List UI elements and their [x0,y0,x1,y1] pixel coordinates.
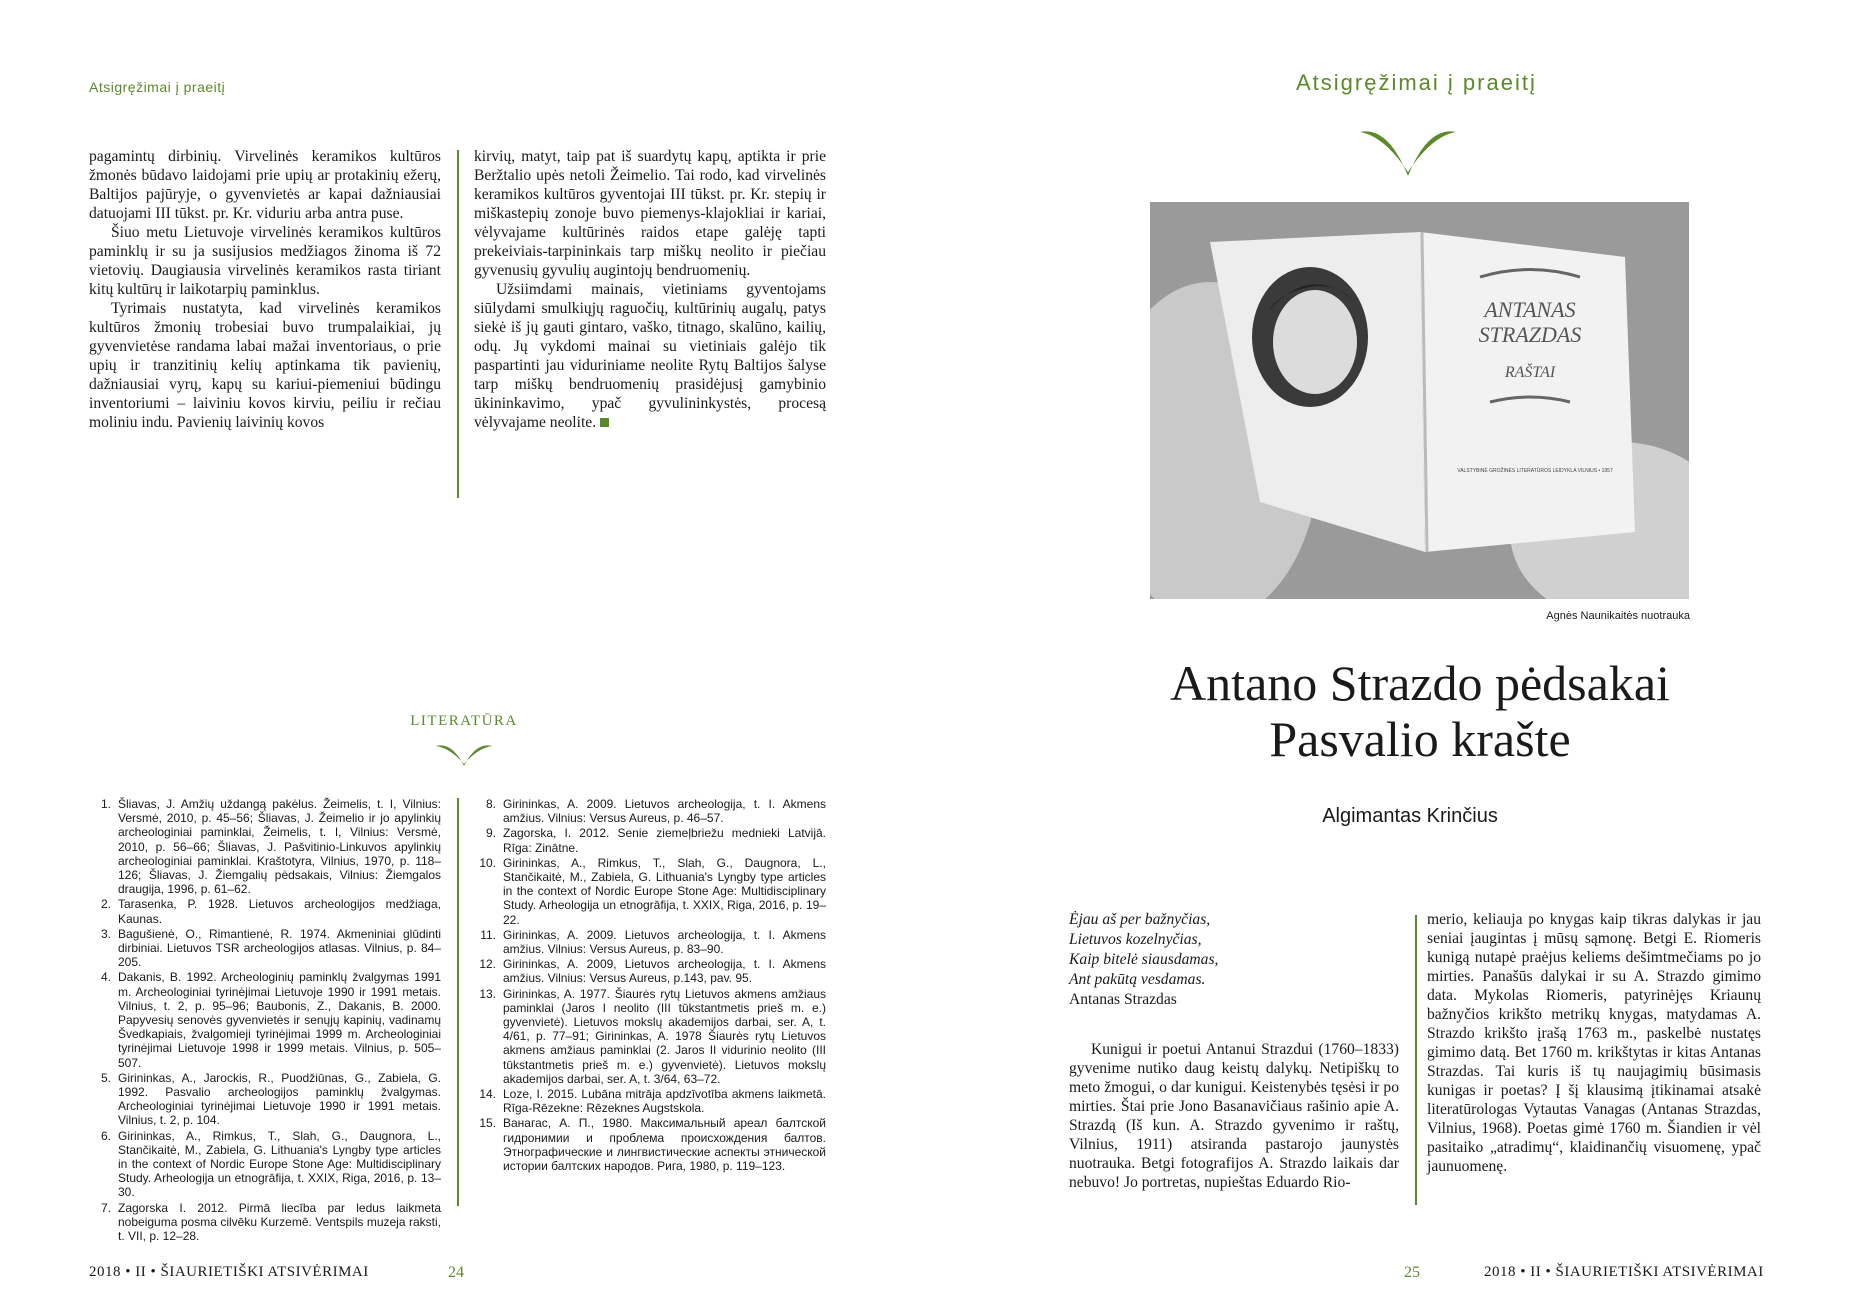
page-number-left: 24 [448,1264,464,1281]
reference-item [89,970,441,1069]
reference-text: Girininkas, A. 2009, Lietuvos archeologija, t. I. Akmens amžius. Vilnius: Versus Aureus, p.143, pav. 95. [503,957,826,986]
reference-item [89,1129,441,1200]
paragraph [474,280,826,432]
reference-text: Girininkas, A. 2009. Lietuvos archeologija, t. I. Akmens amžius. Vilnius: Versus Aureus, p. 83–90. [503,927,826,957]
reference-item [474,826,826,854]
paragraph: kirvių, matyt, taip pat iš suardytų kapų, aptikta ir prie Beržtalio upės netoli Žeimelio. Tai rodo, kad virvelinės keramikos kultūros gyventojai III tūkst. pr. Kr. stepių ir miškastepių zonoje buvo piemenys-klajokliai ir kariai, vėlyvajame kultūrinės raidos etape galėję tapti prekeiviais-tarpininkais tarp miškų neolito ir piečiau gyvenusių gyvulių augintojų bendruomenių. [474,148,826,279]
reference-number: 12. [479,957,496,972]
reference-number: 1. [100,797,111,811]
reference-item [89,1201,441,1244]
paragraph: merio, keliauja po knygas kaip tikras dalykas ir jau seniai įaugintas į mūsų sąmonę. Betgi E. Riomeris kunigą nutapė praėjus keliems dešimtmečiams po jo mirties. Panašūs dalykai ir su A. Strazdo gimimo data. Mykolas Riomeris, patyrinėjęs Kriaunų bažnyčios krikšto metrikų knygas, matydamas A. Strazdo krikšto įrašą 1763 m., paskelbė nustatęs gimimo datą. Bet 1760 m. krikštytas ir kitas Antanas Strazdas. Tai kuris iš tų naujagimių būsimasis kunigas ir poetas? Į šį klausimą įtikinamai atsakė literatūrologas Vytautas Vanagas (Antanas Strazdas, Vilnius, 1968). Poetas gimė 1760 m. Šiandien ir vėl pasitaiko „atradimų“, klaidinančių visuomenę, ypač jaunuomenę. [1427,911,1761,1175]
reference-text: Girininkas, A., Jarockis, R., Puodžiūnas, G., Zabiela, G. 1992. Pasvalio archeologijos paminklų žvalgymas. Archeologiniai tyrinėjimai Lietuvoje 1990 ir 1991 metais. Vilnius, t. 2, p. 104. [118,1070,441,1128]
reference-number: 13. [479,986,496,1001]
reference-number: 15. [479,1116,496,1131]
epigraph-poem [1069,910,1218,1010]
running-header-right: Atsigręžimai į praeitį [1296,70,1537,95]
poem-line: Ant pakūtą vesdamas. [1069,971,1206,988]
article-title-line-2: Pasvalio krašte [1269,711,1571,767]
literature-heading: LITERATŪRA [410,713,518,729]
reference-item [474,1116,826,1173]
article-title [1100,655,1740,767]
running-header-left: Atsigręžimai į praeitį [89,79,226,95]
reference-number: 3. [100,926,111,941]
column-divider [457,150,459,498]
reference-item [89,1071,441,1128]
reference-text: Tarasenka, P. 1928. Lietuvos archeologijos medžiaga, Kaunas. [118,897,441,926]
paragraph: pagamintų dirbinių. Virvelinės keramikos kultūros žmonės būdavo laidojami prie upių ar protakinių ežerų, Baltijos pajūryje, o gyvenvietės ar kapai dažniausiai datuojami III tūkst. pr. Kr. viduriu arba antra puse. [89,148,441,222]
reference-item [474,797,826,825]
reference-number: 8. [485,797,496,811]
photo-credit: Agnės Naunikaitės nuotrauka [1546,610,1690,622]
reference-text: Zagorska I. 2012. Pirmā liecība par ledus laikmeta nobeiguma posma cilvēku Kurzemē. Ventspils muzeja raksti, t. VII, p. 12–28. [118,1200,441,1244]
reference-text: Girininkas, A., Rimkus, T., Slah, G., Daugnora, L., Stančikaitė, M., Zabiela, G. Lithuania's Lyngby type articles in the context of Nordic Europe Stone Age: Multidisciplinary Study. Arheologija un etnogrāfija, t. XXIX, Riga, 2016, p. 19–22. [503,855,826,927]
poem-line: Lietuvos kozelnyčias, [1069,931,1202,948]
reference-number: 4. [100,970,111,985]
reference-item [89,927,441,970]
reference-item [474,928,826,956]
column-divider [457,798,459,1206]
book-photo [1150,202,1689,599]
reference-item [89,897,441,925]
right-text-column-2 [1427,910,1761,1176]
reference-number: 5. [100,1070,111,1085]
book-title-2: STRAZDAS [1478,322,1582,347]
end-mark-icon [600,418,609,427]
reference-number: 2. [100,897,111,912]
reference-item [474,856,826,927]
book-publisher: VALSTYBINĖ GROŽINĖS LITERATŪROS LEIDYKLA VILNIUS • 1957 [1457,468,1613,474]
book-photo-image [1150,202,1689,599]
paragraph-text: Užsiimdami mainais, vietiniams gyventojams siūlydami smulkiųjų raguočių, kultūrinių augalų, patys siekė iš jų gauti gintaro, vaško, titnago, skalūno, kailių, odų. Jų vykdomi mainai su vietiniais galėjo tik paspartinti jau viduriniame neolite Rytų Baltijos šalyse tarp miškų bendruomenių prasidėjusį gamybinio ūkininkavimo, ypač gyvulininkystės, procesą vėlyvajame neolite. [474,281,826,431]
paragraph: Tyrimais nustatyta, kad virvelinės keramikos kultūros žmonių trobesiai buvo trumpalaikiai, jų gyvenvietėse randama labai mažai inventoriaus, o prie upių ir tranzitinių kelių aptinkama tik pavienių, dažniausiai vyrų, kapų su kariui-piemeniui būdingu inventoriumi – laiviniu kovos kirviu, peiliu ir rečiau moliniu indu. Pavienių laivinių kovos [89,300,441,431]
reference-item [474,987,826,1086]
reference-item [474,957,826,985]
chevron-ornament-icon [1358,120,1458,178]
book-title-1: ANTANAS [1484,297,1576,322]
right-text-column-1 [1069,1040,1399,1192]
footer-journal-right: 2018 • II • ŠIAURIETIŠKI ATSIVĖRIMAI [1484,1264,1764,1280]
page-number-right: 25 [1404,1264,1420,1281]
reference-text: Šliavas, J. Amžių uždangą pakėlus. Žeimelis, t. I, Vilnius: Versmė, 2010, p. 45–56; Šliavas, J. Žeimelio ir jo apylinkių archeologiniai paminklai, Žeimelis, t. I, Vilnius: Versmė, 2010, p. 56–66; Šliavas, J. Pašvitinio-Linkuvos apylinkių archeologiniai paminklai. Kraštotyra, Vilnius, 1970, p. 118–126; Šliavas, J. Žiemgalių pėdsakais, Vilnius: Žiemgalos draugija, 1996, p. 61–62. [118,797,441,897]
poem-line: Kaip bitelė siausdamas, [1069,951,1219,968]
column-divider [1415,915,1417,1205]
poem-line: Ėjau aš per bažnyčias, [1069,911,1211,928]
references-column-2 [474,797,826,1174]
footer-journal-left: 2018 • II • ŠIAURIETIŠKI ATSIVĖRIMAI [89,1264,369,1280]
reference-number: 11. [480,927,496,942]
left-text-column-1 [89,147,441,432]
reference-item [474,1087,826,1115]
reference-text: Girininkas, A. 1977. Šiaurės rytų Lietuvos akmens amžiaus paminklai (Jaros I neolito (III tūkstantmetis prieš m. e.) gyvenvietė). Lietuvos mokslų akademijos darbai, ser. A, t. 4/61, p. 77–91; Girininkas, A. 1978 Šiaurės rytų Lietuvos akmens amžiaus paminklai (2. Jaros II vidurinio neolito (III tūkstantmetis prieš m. e.) gyvenvietė). Lietuvos mokslų akademijos darbai, ser. A, t. 3/64, 63–72. [503,986,826,1086]
references-column-1 [89,797,441,1244]
reference-number: 6. [100,1128,111,1143]
reference-text: Ванагас, А. П., 1980. Максимальный ареал балтской гидронимии и проблема происхождения балтов. Этнографические и лингвистические аспекты этнической истории балтских народов. Рига, 1980, р. 119–123. [503,1116,826,1174]
reference-text: Loze, I. 2015. Lubāna mitrāja apdzīvotība akmens laikmetā. Rīga-Rēzekne: Rēzeknes Augstskola. [503,1087,826,1116]
reference-item [89,797,441,896]
reference-text: Zagorska, I. 2012. Senie ziemeļbriežu mednieki Latvijā. Rīga: Zinātne. [503,826,826,855]
book-subtitle: RAŠTAI [1504,364,1556,381]
article-author: Algimantas Krinčius [1322,805,1498,827]
poem-author: Antanas Strazdas [1069,991,1177,1008]
reference-number: 9. [485,826,496,841]
reference-number: 14. [479,1087,496,1102]
article-title-line-1: Antano Strazdo pėdsakai [1170,655,1670,711]
left-text-column-2 [474,147,826,432]
reference-text: Dakanis, B. 1992. Archeologinių paminklų žvalgymas 1991 m. Archeologiniai tyrinėjimai Lietuvoje 1990 ir 1991 metais. Vilnius, t. 2, p. 95–96; Baubonis, Z., Dakanis, B. 2000. Papyvesių senovės gyvenvietės ir senųjų kapinių, vadinamų Švedkapiais, žvalgomieji tyrinėjimai 1999 m. Archeologiniai tyrinėjimai Lietuvoje 1998 ir 1999 metais. Vilnius, p. 505–507. [118,970,441,1070]
chevron-ornament-icon [434,738,494,768]
paragraph: Kunigui ir poetui Antanui Strazdui (1760–1833) gyvenime nutiko daug keistų dalykų. Netipiškų to meto žmogui, o dar kunigui. Keistenybės tęsėsi ir po mirties. Štai prie Jono Basanavičiaus rašinio apie A. Strazdą (Iš kun. A. Strazdo gyvenimo ir raštų, Vilnius, 1911) atsiranda pastarojo jaunystės nuotrauka. Betgi fotografijos A. Strazdo laikais dar nebuvo! Jo portretas, nupieštas Eduardo Rio- [1069,1041,1399,1191]
reference-number: 10. [479,855,496,870]
reference-text: Girininkas, A., Rimkus, T., Slah, G., Daugnora, L., Stančikaitė, M., Zabiela, G. Lithuania's Lyngby type articles in the context of Nordic Europe Stone Age: Multidisciplinary Study. Arheologija un etnogrāfija, t. XXIX, Riga, 2016, p. 13–30. [118,1128,441,1200]
reference-text: Girininkas, A. 2009. Lietuvos archeologija, t. I. Akmens amžius. Vilnius: Versus Aureus, p. 46–57. [503,797,826,826]
reference-text: Bagušienė, O., Rimantienė, R. 1974. Akmeniniai glūdinti dirbiniai. Lietuvos TSR archeologijos atlasas. Vilnius, p. 84–205. [118,926,441,970]
paragraph: Šiuo metu Lietuvoje virvelinės keramikos kultūros paminklų ir su ja susijusios medžiagos žinoma iš 72 vietovių. Daugiausia virvelinės keramikos rasta tiriant kitų kultūrų ir laikotarpių paminklus. [89,224,441,298]
reference-number: 7. [100,1200,111,1215]
